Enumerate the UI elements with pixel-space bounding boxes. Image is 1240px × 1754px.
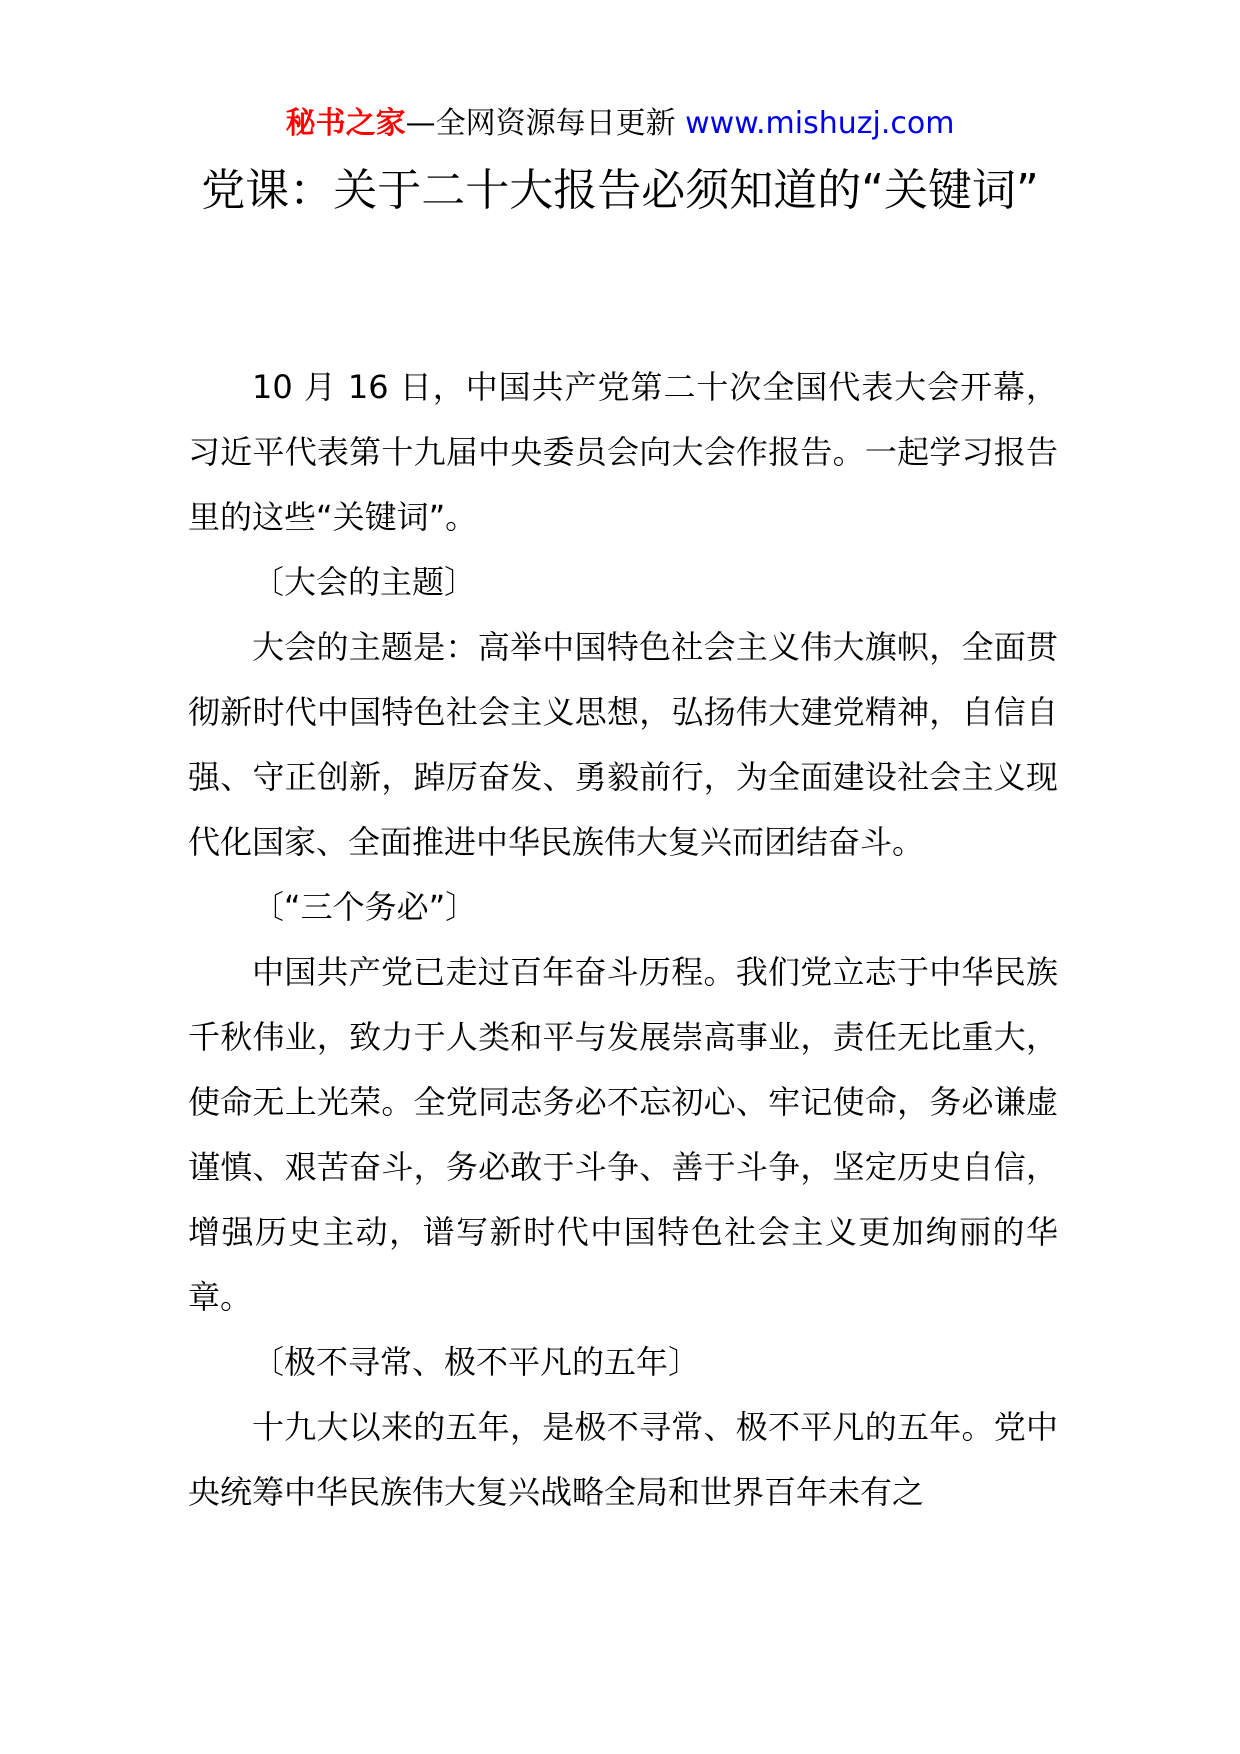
header-tagline: —全网资源每日更新 <box>405 106 686 141</box>
paragraph-theme: 大会的主题是：高举中国特色社会主义伟大旗帜，全面贯彻新时代中国特色社会主义思想，弘扬伟大建党精神，自信自强、守正创新，踔厉奋发、勇毅前行，为全面建设社会主义现代化国家、全面推进中华民族伟大复兴而团结奋斗。 <box>188 628 1058 861</box>
paragraph-three-musts: 中国共产党已走过百年奋斗历程。我们党立志于中华民族千秋伟业，致力于人类和平与发展崇高事业，责任无比重大，使命无上光荣。全党同志务必不忘初心、牢记使命，务必谦虚谨慎、艰苦奋斗，务必敢于斗争、善于斗争，坚定历史自信，增强历史主动，谱写新时代中国特色社会主义更加绚丽的华章。 <box>188 953 1058 1316</box>
section-heading-five-years: 〔极不寻常、极不平凡的五年〕 <box>252 1343 701 1381</box>
site-url-link[interactable]: www.mishuzj.com <box>685 106 955 141</box>
section-heading-three-musts: 〔“三个务必”〕 <box>252 888 478 926</box>
section-heading-theme: 〔大会的主题〕 <box>252 563 477 601</box>
paragraph-intro: 10 月 16 日，中国共产党第二十次全国代表大会开幕，习近平代表第十九届中央委员会向大会作报告。一起学习报告里的这些“关键词”。 <box>188 368 1058 536</box>
document-body <box>188 355 1058 1525</box>
brand-name: 秘书之家 <box>285 106 406 141</box>
document-title: 党课：关于二十大报告必须知道的“关键词” <box>201 165 1039 216</box>
paragraph-five-years: 十九大以来的五年，是极不寻常、极不平凡的五年。党中央统筹中华民族伟大复兴战略全局和世界百年未有之 <box>188 1408 1058 1511</box>
site-header <box>0 104 1240 144</box>
